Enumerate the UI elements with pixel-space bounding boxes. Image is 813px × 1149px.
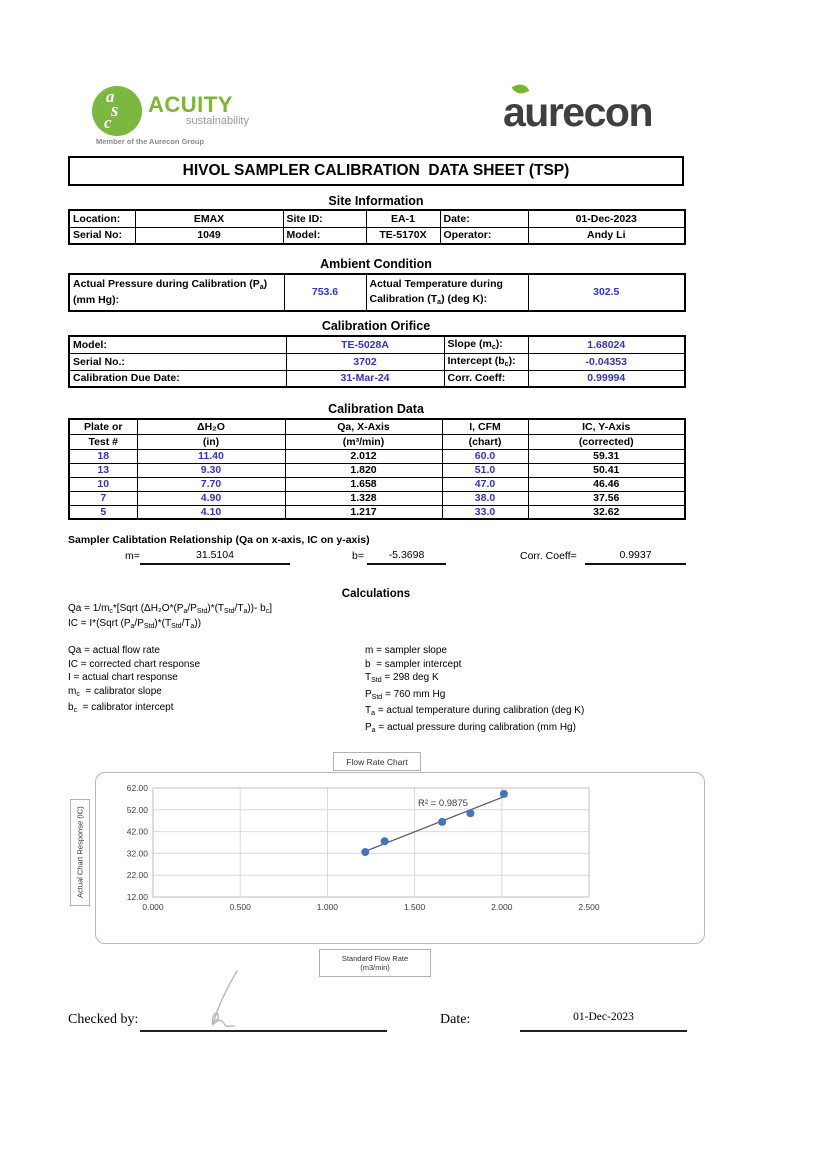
calibration-orifice-heading: Calibration Orifice: [321, 319, 431, 333]
field-value: 31-Mar-24: [286, 370, 444, 387]
field-value: EMAX: [135, 210, 283, 227]
acuity-logo: [92, 86, 332, 148]
table-header-row: [69, 419, 685, 434]
definition-line: $P_{Std} = 760$ mm Hg: [365, 688, 446, 701]
field-label: Actual Temperature during Calibration $(T_a)$ (deg K):: [366, 274, 528, 311]
ambient-condition-heading: Ambient Condition: [320, 257, 432, 271]
table-row: [69, 477, 685, 491]
field-label: Slope $(m_c)$:: [444, 336, 528, 353]
definition-line: $T_a$ = actual temperature during calibration (deg K): [365, 705, 585, 718]
ambient-condition-table: [68, 273, 686, 312]
svg-text:22.00: 22.00: [126, 870, 148, 881]
field-label: Site ID:: [283, 210, 366, 227]
b-label: b=: [352, 550, 364, 562]
field-value: TE-5028A: [286, 336, 444, 353]
svg-text:R² = 0.9875: R² = 0.9875: [418, 798, 468, 809]
definition-line: $b_c$ = calibrator intercept: [68, 702, 174, 715]
table-row: [69, 370, 685, 387]
field-value: 753.6: [284, 274, 366, 311]
data-cell: 33.0: [442, 505, 528, 519]
aurecon-logo: [503, 84, 693, 146]
data-cell: 7: [69, 491, 137, 505]
b-value: -5.3698: [367, 549, 446, 565]
calibration-data-heading: Calibration Data: [328, 402, 424, 416]
date-value: 01-Dec-2023: [573, 1011, 634, 1023]
data-cell: 37.56: [528, 491, 685, 505]
column-header: Test #: [69, 434, 137, 449]
data-cell: 13: [69, 463, 137, 477]
table-row: [69, 491, 685, 505]
data-cell: 46.46: [528, 477, 685, 491]
column-header: IC, Y-Axis: [528, 419, 685, 434]
svg-text:32.00: 32.00: [126, 848, 148, 859]
date-label: Date:: [440, 1012, 471, 1027]
x-axis-label-line: (m3/min): [360, 963, 390, 972]
data-cell: 4.10: [137, 505, 285, 519]
svg-text:0.500: 0.500: [229, 902, 251, 912]
monogram-letter: a: [106, 87, 115, 106]
field-label: Actual Pressure during Calibration $(P_a)$ (mm Hg):: [69, 274, 284, 311]
field-label: Model:: [283, 227, 366, 244]
definition-line: $P_a$ = actual pressure during calibration (mm Hg): [365, 721, 576, 734]
checked-by-line: [140, 1030, 387, 1032]
table-row: [69, 210, 685, 227]
svg-text:0.000: 0.000: [142, 902, 164, 912]
data-cell: 2.012: [285, 449, 442, 463]
signature: [185, 968, 275, 1030]
field-label: Calibration Due Date:: [69, 370, 286, 387]
corr-coeff-label: Corr. Coeff=: [520, 550, 577, 562]
table-row: [69, 227, 685, 244]
data-cell: 7.70: [137, 477, 285, 491]
svg-text:1.000: 1.000: [316, 902, 339, 912]
definition-line: I = actual chart response: [68, 672, 178, 684]
calibration-orifice-table: [68, 335, 686, 388]
aurecon-name: aurecon: [503, 89, 652, 135]
data-cell: 32.62: [528, 505, 685, 519]
column-header: Plate or: [69, 419, 137, 434]
definition-line: Qa = actual flow rate: [68, 645, 160, 656]
column-header: (corrected): [528, 434, 685, 449]
formula-qa: $Qa = 1/m_c*[Sqrt$ $(\Delta H_2O*(P_a/P_{Std})*(T_{Std}/T_a))-$ $b_c$]: [68, 603, 272, 615]
chart-y-axis-label: Actual Chart Response (IC): [70, 799, 90, 906]
field-label: Serial No.:: [69, 353, 286, 370]
chart-x-axis-label: [319, 949, 431, 977]
field-label: Serial No:: [69, 227, 135, 244]
field-label: Intercept $(b_c)$:: [444, 353, 528, 370]
field-label: Operator:: [440, 227, 528, 244]
field-label: Corr. Coeff:: [444, 370, 528, 387]
column-header: (in): [137, 434, 285, 449]
field-value: 01-Dec-2023: [528, 210, 685, 227]
m-label: m=: [125, 550, 140, 562]
svg-text:52.00: 52.00: [126, 804, 148, 815]
data-cell: 1.658: [285, 477, 442, 491]
field-label: Date:: [440, 210, 528, 227]
definition-line: b = sampler intercept: [365, 658, 462, 670]
column-header: ΔH₂O: [137, 419, 285, 434]
table-row: [69, 274, 685, 311]
field-value: -0.04353: [528, 353, 685, 370]
definition-line: m = sampler slope: [365, 645, 447, 656]
table-row: [69, 505, 685, 519]
relationship-values: [68, 549, 684, 569]
table-row: [69, 353, 685, 370]
acuity-tagline: sustainability: [186, 115, 249, 127]
column-header: Qa, X-Axis: [285, 419, 442, 434]
table-row: [69, 336, 685, 353]
flow-rate-chart: [95, 772, 705, 944]
page-title: HIVOL SAMPLER CALIBRATION DATA SHEET (TSP): [68, 156, 684, 186]
field-value: 3702: [286, 353, 444, 370]
column-header: I, CFM: [442, 419, 528, 434]
field-value: TE-5170X: [366, 227, 440, 244]
data-cell: 5: [69, 505, 137, 519]
scatter-plot: [96, 773, 706, 945]
data-cell: 18: [69, 449, 137, 463]
column-header: (chart): [442, 434, 528, 449]
definition-line: IC = corrected chart response: [68, 658, 201, 670]
data-cell: 51.0: [442, 463, 528, 477]
chart-title: Flow Rate Chart: [333, 752, 421, 771]
site-information-heading: Site Information: [328, 194, 424, 208]
definition-line: $T_{Std} = 298$ deg K: [365, 672, 439, 685]
table-row: [69, 449, 685, 463]
data-cell: 47.0: [442, 477, 528, 491]
field-label: Model:: [69, 336, 286, 353]
data-cell: 38.0: [442, 491, 528, 505]
calculations-heading: Calculations: [341, 588, 411, 600]
field-value: 1049: [135, 227, 283, 244]
definitions-right: [365, 644, 685, 738]
x-axis-label-line: Standard Flow Rate: [341, 954, 409, 963]
field-value: 1.68024: [528, 336, 685, 353]
date-line: [520, 1030, 687, 1032]
data-cell: 59.31: [528, 449, 685, 463]
field-value: 302.5: [528, 274, 685, 311]
svg-text:1.500: 1.500: [403, 902, 426, 912]
svg-text:12.00: 12.00: [126, 892, 148, 902]
data-cell: 1.217: [285, 505, 442, 519]
monogram-letter: s: [111, 100, 119, 121]
checked-by-label: Checked by:: [68, 1012, 139, 1027]
table-row: [69, 463, 685, 477]
field-label: Location:: [69, 210, 135, 227]
monogram-letter: c: [104, 113, 112, 132]
site-information-table: [68, 209, 686, 245]
field-value: Andy Li: [528, 227, 685, 244]
svg-text:2.000: 2.000: [491, 902, 513, 912]
formula-ic: IC = I*(Sqrt $(P_a/P_{Std})*(T_{Std}/T_a)$): [68, 618, 202, 630]
field-value: 0.99994: [528, 370, 685, 387]
acuity-monogram-icon: [92, 86, 142, 136]
definition-line: $m_c$ = calibrator slope: [68, 685, 162, 698]
data-cell: 9.30: [137, 463, 285, 477]
svg-text:42.00: 42.00: [126, 826, 148, 837]
definitions-left: [68, 644, 358, 718]
data-cell: 1.328: [285, 491, 442, 505]
data-cell: 50.41: [528, 463, 685, 477]
table-header-row: [69, 434, 685, 449]
data-cell: 1.820: [285, 463, 442, 477]
acuity-name: ACUITY: [148, 92, 233, 117]
data-cell: 60.0: [442, 449, 528, 463]
calibration-data-table: [68, 418, 686, 520]
svg-text:62.00: 62.00: [126, 783, 148, 793]
acuity-member-line: Member of the Aurecon Group: [96, 137, 205, 146]
svg-text:2.500: 2.500: [578, 902, 600, 912]
corr-coeff-value: 0.9937: [585, 549, 686, 565]
relationship-heading: Sampler Calibtation Relationship (Qa on x-axis, IC on y-axis): [68, 534, 370, 546]
data-cell: 10: [69, 477, 137, 491]
column-header: (m³/min): [285, 434, 442, 449]
data-cell: 11.40: [137, 449, 285, 463]
data-cell: 4.90: [137, 491, 285, 505]
m-value: 31.5104: [140, 549, 290, 565]
field-value: EA-1: [366, 210, 440, 227]
